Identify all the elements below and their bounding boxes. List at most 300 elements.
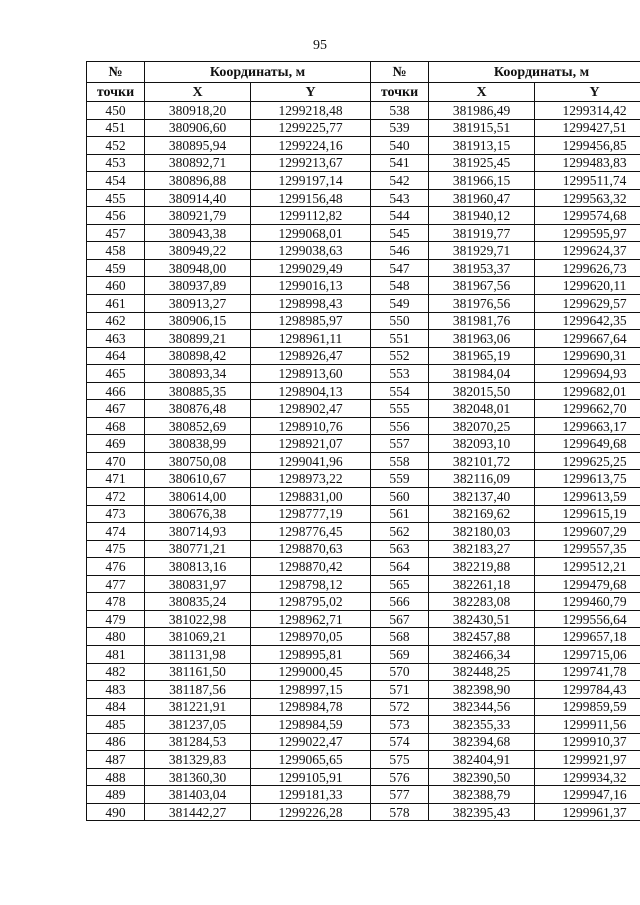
x-coordinate-cell: 380610,67 — [145, 470, 251, 488]
point-number-cell: 454 — [87, 172, 145, 190]
y-coordinate-cell: 1298970,05 — [251, 628, 371, 646]
x-coordinate-cell: 380771,21 — [145, 540, 251, 558]
y-coordinate-cell: 1299068,01 — [251, 224, 371, 242]
x-coordinate-cell: 381963,06 — [429, 330, 535, 348]
point-number-cell: 557 — [371, 435, 429, 453]
point-number-cell: 487 — [87, 751, 145, 769]
table-row — [87, 698, 640, 716]
x-coordinate-cell: 380913,27 — [145, 295, 251, 313]
table-row — [87, 716, 640, 734]
point-number-cell: 466 — [87, 382, 145, 400]
x-coordinate-cell: 380918,20 — [145, 102, 251, 120]
coordinates-table — [86, 61, 640, 821]
x-coordinate-cell: 382457,88 — [429, 628, 535, 646]
point-number-header-bottom: точки — [87, 83, 145, 102]
point-number-cell: 578 — [371, 803, 429, 821]
point-number-cell: 575 — [371, 751, 429, 769]
point-number-header-bottom: точки — [371, 83, 429, 102]
y-coordinate-cell: 1299105,91 — [251, 768, 371, 786]
point-number-cell: 461 — [87, 295, 145, 313]
y-header: Y — [251, 83, 371, 102]
x-coordinate-cell: 380714,93 — [145, 523, 251, 541]
point-number-cell: 451 — [87, 119, 145, 137]
point-number-cell: 452 — [87, 137, 145, 155]
x-coordinate-cell: 380835,24 — [145, 593, 251, 611]
x-coordinate-cell: 380876,48 — [145, 400, 251, 418]
x-coordinate-cell: 380921,79 — [145, 207, 251, 225]
x-coordinate-cell: 382101,72 — [429, 452, 535, 470]
table-row — [87, 751, 640, 769]
y-coordinate-cell: 1299663,17 — [535, 417, 640, 435]
point-number-cell: 554 — [371, 382, 429, 400]
point-number-cell: 556 — [371, 417, 429, 435]
y-coordinate-cell: 1299741,78 — [535, 663, 640, 681]
table-body — [87, 102, 640, 821]
point-number-cell: 542 — [371, 172, 429, 190]
table-row — [87, 400, 640, 418]
x-coordinate-cell: 381940,12 — [429, 207, 535, 225]
point-number-cell: 474 — [87, 523, 145, 541]
point-number-cell: 482 — [87, 663, 145, 681]
y-coordinate-cell: 1299041,96 — [251, 452, 371, 470]
table-row — [87, 365, 640, 383]
x-coordinate-cell: 380906,60 — [145, 119, 251, 137]
y-coordinate-cell: 1299156,48 — [251, 189, 371, 207]
y-coordinate-cell: 1298904,13 — [251, 382, 371, 400]
x-coordinate-cell: 381442,27 — [145, 803, 251, 821]
y-coordinate-cell: 1299512,21 — [535, 558, 640, 576]
x-coordinate-cell: 382283,08 — [429, 593, 535, 611]
point-number-cell: 551 — [371, 330, 429, 348]
y-coordinate-cell: 1299427,51 — [535, 119, 640, 137]
x-coordinate-cell: 380813,16 — [145, 558, 251, 576]
x-coordinate-cell: 381913,15 — [429, 137, 535, 155]
point-number-cell: 484 — [87, 698, 145, 716]
x-coordinate-cell: 382180,03 — [429, 523, 535, 541]
y-coordinate-cell: 1299479,68 — [535, 575, 640, 593]
y-coordinate-cell: 1299225,77 — [251, 119, 371, 137]
point-number-cell: 467 — [87, 400, 145, 418]
x-coordinate-cell: 381360,30 — [145, 768, 251, 786]
x-coordinate-cell: 382116,09 — [429, 470, 535, 488]
point-number-cell: 553 — [371, 365, 429, 383]
point-number-cell: 544 — [371, 207, 429, 225]
x-coordinate-cell: 381986,49 — [429, 102, 535, 120]
y-coordinate-cell: 1299574,68 — [535, 207, 640, 225]
point-number-cell: 456 — [87, 207, 145, 225]
y-coordinate-cell: 1299224,16 — [251, 137, 371, 155]
point-number-cell: 569 — [371, 645, 429, 663]
table-row — [87, 593, 640, 611]
x-coordinate-cell: 381915,51 — [429, 119, 535, 137]
y-coordinate-cell: 1299556,64 — [535, 610, 640, 628]
table-row — [87, 330, 640, 348]
x-coordinate-cell: 380937,89 — [145, 277, 251, 295]
point-number-cell: 549 — [371, 295, 429, 313]
y-coordinate-cell: 1298921,07 — [251, 435, 371, 453]
y-coordinate-cell: 1298798,12 — [251, 575, 371, 593]
y-coordinate-cell: 1299607,29 — [535, 523, 640, 541]
point-number-cell: 541 — [371, 154, 429, 172]
table-row — [87, 312, 640, 330]
x-coordinate-cell: 380899,21 — [145, 330, 251, 348]
y-coordinate-cell: 1299626,73 — [535, 259, 640, 277]
point-number-cell: 577 — [371, 786, 429, 804]
x-coordinate-cell: 381022,98 — [145, 610, 251, 628]
y-coordinate-cell: 1298777,19 — [251, 505, 371, 523]
table-row — [87, 523, 640, 541]
point-number-cell: 564 — [371, 558, 429, 576]
y-coordinate-cell: 1299690,31 — [535, 347, 640, 365]
coordinates-header: Координаты, м — [145, 62, 371, 83]
point-number-cell: 543 — [371, 189, 429, 207]
point-number-cell: 481 — [87, 645, 145, 663]
x-coordinate-cell: 382183,27 — [429, 540, 535, 558]
point-number-cell: 565 — [371, 575, 429, 593]
point-number-cell: 453 — [87, 154, 145, 172]
table-row — [87, 207, 640, 225]
point-number-cell: 568 — [371, 628, 429, 646]
y-coordinate-cell: 1299314,42 — [535, 102, 640, 120]
x-coordinate-cell: 381966,15 — [429, 172, 535, 190]
y-coordinate-cell: 1298998,43 — [251, 295, 371, 313]
point-number-cell: 478 — [87, 593, 145, 611]
x-coordinate-cell: 382344,56 — [429, 698, 535, 716]
point-number-cell: 455 — [87, 189, 145, 207]
x-coordinate-cell: 381237,05 — [145, 716, 251, 734]
x-coordinate-cell: 381981,76 — [429, 312, 535, 330]
y-coordinate-cell: 1298910,76 — [251, 417, 371, 435]
x-coordinate-cell: 380838,99 — [145, 435, 251, 453]
point-number-cell: 470 — [87, 452, 145, 470]
y-coordinate-cell: 1299620,11 — [535, 277, 640, 295]
y-coordinate-cell: 1299694,93 — [535, 365, 640, 383]
y-coordinate-cell: 1298961,11 — [251, 330, 371, 348]
y-coordinate-cell: 1299910,37 — [535, 733, 640, 751]
point-number-cell: 539 — [371, 119, 429, 137]
x-coordinate-cell: 381284,53 — [145, 733, 251, 751]
table-row — [87, 277, 640, 295]
point-number-cell: 483 — [87, 681, 145, 699]
point-number-cell: 457 — [87, 224, 145, 242]
y-coordinate-cell: 1298997,15 — [251, 681, 371, 699]
point-number-cell: 571 — [371, 681, 429, 699]
point-number-header-top: № — [371, 62, 429, 83]
x-coordinate-cell: 380831,97 — [145, 575, 251, 593]
point-number-cell: 480 — [87, 628, 145, 646]
table-row — [87, 259, 640, 277]
x-coordinate-cell: 381984,04 — [429, 365, 535, 383]
point-number-cell: 489 — [87, 786, 145, 804]
point-number-cell: 468 — [87, 417, 145, 435]
x-coordinate-cell: 380893,34 — [145, 365, 251, 383]
y-coordinate-cell: 1299016,13 — [251, 277, 371, 295]
point-number-cell: 473 — [87, 505, 145, 523]
x-coordinate-cell: 381919,77 — [429, 224, 535, 242]
y-coordinate-cell: 1299022,47 — [251, 733, 371, 751]
table-row — [87, 382, 640, 400]
table-row — [87, 102, 640, 120]
y-coordinate-cell: 1299218,48 — [251, 102, 371, 120]
y-coordinate-cell: 1299784,43 — [535, 681, 640, 699]
table-row — [87, 610, 640, 628]
y-coordinate-cell: 1299038,63 — [251, 242, 371, 260]
point-number-header-top: № — [87, 62, 145, 83]
table-row — [87, 417, 640, 435]
y-coordinate-cell: 1299511,74 — [535, 172, 640, 190]
y-coordinate-cell: 1298776,45 — [251, 523, 371, 541]
x-coordinate-cell: 380948,00 — [145, 259, 251, 277]
x-coordinate-cell: 382404,91 — [429, 751, 535, 769]
point-number-cell: 558 — [371, 452, 429, 470]
x-coordinate-cell: 380895,94 — [145, 137, 251, 155]
point-number-cell: 463 — [87, 330, 145, 348]
x-coordinate-cell: 382388,79 — [429, 786, 535, 804]
point-number-cell: 477 — [87, 575, 145, 593]
table-row — [87, 733, 640, 751]
y-coordinate-cell: 1299911,56 — [535, 716, 640, 734]
coordinates-header: Координаты, м — [429, 62, 640, 83]
y-coordinate-cell: 1298831,00 — [251, 488, 371, 506]
y-coordinate-cell: 1299613,75 — [535, 470, 640, 488]
x-coordinate-cell: 381965,19 — [429, 347, 535, 365]
y-coordinate-cell: 1298984,59 — [251, 716, 371, 734]
point-number-cell: 459 — [87, 259, 145, 277]
table-row — [87, 119, 640, 137]
point-number-cell: 540 — [371, 137, 429, 155]
y-coordinate-cell: 1299226,28 — [251, 803, 371, 821]
x-coordinate-cell: 380949,22 — [145, 242, 251, 260]
page-number: 95 — [313, 38, 327, 53]
y-coordinate-cell: 1299615,19 — [535, 505, 640, 523]
x-coordinate-cell: 382466,34 — [429, 645, 535, 663]
point-number-cell: 475 — [87, 540, 145, 558]
table-row — [87, 803, 640, 821]
x-coordinate-cell: 382219,88 — [429, 558, 535, 576]
y-coordinate-cell: 1298995,81 — [251, 645, 371, 663]
y-coordinate-cell: 1298962,71 — [251, 610, 371, 628]
x-coordinate-cell: 381187,56 — [145, 681, 251, 699]
x-coordinate-cell: 380898,42 — [145, 347, 251, 365]
x-coordinate-cell: 382448,25 — [429, 663, 535, 681]
point-number-cell: 479 — [87, 610, 145, 628]
y-coordinate-cell: 1299947,16 — [535, 786, 640, 804]
x-coordinate-cell: 380892,71 — [145, 154, 251, 172]
y-coordinate-cell: 1299934,32 — [535, 768, 640, 786]
point-number-cell: 450 — [87, 102, 145, 120]
x-coordinate-cell: 380906,15 — [145, 312, 251, 330]
y-coordinate-cell: 1299662,70 — [535, 400, 640, 418]
y-header: Y — [535, 83, 640, 102]
x-coordinate-cell: 380896,88 — [145, 172, 251, 190]
table-row — [87, 295, 640, 313]
table-row — [87, 488, 640, 506]
x-coordinate-cell: 382261,18 — [429, 575, 535, 593]
point-number-cell: 464 — [87, 347, 145, 365]
point-number-cell: 555 — [371, 400, 429, 418]
y-coordinate-cell: 1298973,22 — [251, 470, 371, 488]
point-number-cell: 559 — [371, 470, 429, 488]
x-coordinate-cell: 380914,40 — [145, 189, 251, 207]
point-number-cell: 462 — [87, 312, 145, 330]
x-coordinate-cell: 381953,37 — [429, 259, 535, 277]
table-row — [87, 540, 640, 558]
point-number-cell: 552 — [371, 347, 429, 365]
point-number-cell: 550 — [371, 312, 429, 330]
y-coordinate-cell: 1299029,49 — [251, 259, 371, 277]
y-coordinate-cell: 1299460,79 — [535, 593, 640, 611]
x-coordinate-cell: 382093,10 — [429, 435, 535, 453]
point-number-cell: 460 — [87, 277, 145, 295]
y-coordinate-cell: 1299715,06 — [535, 645, 640, 663]
x-coordinate-cell: 381967,56 — [429, 277, 535, 295]
point-number-cell: 561 — [371, 505, 429, 523]
table-row — [87, 224, 640, 242]
y-coordinate-cell: 1299624,37 — [535, 242, 640, 260]
x-coordinate-cell: 381403,04 — [145, 786, 251, 804]
table-row — [87, 505, 640, 523]
y-coordinate-cell: 1299563,32 — [535, 189, 640, 207]
x-coordinate-cell: 380852,69 — [145, 417, 251, 435]
table-row — [87, 347, 640, 365]
point-number-cell: 486 — [87, 733, 145, 751]
x-coordinate-cell: 380943,38 — [145, 224, 251, 242]
point-number-cell: 562 — [371, 523, 429, 541]
y-coordinate-cell: 1298985,97 — [251, 312, 371, 330]
x-coordinate-cell: 380750,08 — [145, 452, 251, 470]
y-coordinate-cell: 1299112,82 — [251, 207, 371, 225]
y-coordinate-cell: 1298795,02 — [251, 593, 371, 611]
point-number-cell: 573 — [371, 716, 429, 734]
x-coordinate-cell: 381069,21 — [145, 628, 251, 646]
table-row — [87, 172, 640, 190]
point-number-cell: 538 — [371, 102, 429, 120]
y-coordinate-cell: 1299629,57 — [535, 295, 640, 313]
y-coordinate-cell: 1299657,18 — [535, 628, 640, 646]
y-coordinate-cell: 1299859,59 — [535, 698, 640, 716]
x-coordinate-cell: 382398,90 — [429, 681, 535, 699]
y-coordinate-cell: 1299065,65 — [251, 751, 371, 769]
x-coordinate-cell: 381976,56 — [429, 295, 535, 313]
x-coordinate-cell: 382169,62 — [429, 505, 535, 523]
table-row — [87, 575, 640, 593]
x-coordinate-cell: 381925,45 — [429, 154, 535, 172]
point-number-cell: 563 — [371, 540, 429, 558]
x-coordinate-cell: 382048,01 — [429, 400, 535, 418]
y-coordinate-cell: 1299181,33 — [251, 786, 371, 804]
table-row — [87, 663, 640, 681]
point-number-cell: 576 — [371, 768, 429, 786]
point-number-cell: 572 — [371, 698, 429, 716]
table-row — [87, 137, 640, 155]
y-coordinate-cell: 1298926,47 — [251, 347, 371, 365]
y-coordinate-cell: 1299921,97 — [535, 751, 640, 769]
point-number-cell: 465 — [87, 365, 145, 383]
point-number-cell: 476 — [87, 558, 145, 576]
x-coordinate-cell: 381221,91 — [145, 698, 251, 716]
point-number-cell: 547 — [371, 259, 429, 277]
point-number-cell: 567 — [371, 610, 429, 628]
y-coordinate-cell: 1299667,64 — [535, 330, 640, 348]
x-coordinate-cell: 382015,50 — [429, 382, 535, 400]
x-coordinate-cell: 382137,40 — [429, 488, 535, 506]
x-coordinate-cell: 382355,33 — [429, 716, 535, 734]
point-number-cell: 485 — [87, 716, 145, 734]
x-coordinate-cell: 381329,83 — [145, 751, 251, 769]
table-row — [87, 435, 640, 453]
y-coordinate-cell: 1299000,45 — [251, 663, 371, 681]
y-coordinate-cell: 1299197,14 — [251, 172, 371, 190]
point-number-cell: 560 — [371, 488, 429, 506]
x-coordinate-cell: 381929,71 — [429, 242, 535, 260]
table-row — [87, 242, 640, 260]
point-number-cell: 574 — [371, 733, 429, 751]
table-row — [87, 681, 640, 699]
point-number-cell: 458 — [87, 242, 145, 260]
x-coordinate-cell: 382394,68 — [429, 733, 535, 751]
point-number-cell: 545 — [371, 224, 429, 242]
point-number-cell: 548 — [371, 277, 429, 295]
point-number-cell: 566 — [371, 593, 429, 611]
y-coordinate-cell: 1298984,78 — [251, 698, 371, 716]
y-coordinate-cell: 1299649,68 — [535, 435, 640, 453]
y-coordinate-cell: 1299682,01 — [535, 382, 640, 400]
table-row — [87, 189, 640, 207]
x-coordinate-cell: 381960,47 — [429, 189, 535, 207]
y-coordinate-cell: 1299642,35 — [535, 312, 640, 330]
point-number-cell: 469 — [87, 435, 145, 453]
y-coordinate-cell: 1298870,63 — [251, 540, 371, 558]
x-header: X — [429, 83, 535, 102]
x-coordinate-cell: 380676,38 — [145, 505, 251, 523]
y-coordinate-cell: 1298870,42 — [251, 558, 371, 576]
y-coordinate-cell: 1299557,35 — [535, 540, 640, 558]
table-row — [87, 628, 640, 646]
y-coordinate-cell: 1299613,59 — [535, 488, 640, 506]
point-number-cell: 488 — [87, 768, 145, 786]
y-coordinate-cell: 1298902,47 — [251, 400, 371, 418]
y-coordinate-cell: 1299595,97 — [535, 224, 640, 242]
table-row — [87, 768, 640, 786]
x-coordinate-cell: 380885,35 — [145, 382, 251, 400]
y-coordinate-cell: 1299625,25 — [535, 452, 640, 470]
y-coordinate-cell: 1299483,83 — [535, 154, 640, 172]
x-coordinate-cell: 382390,50 — [429, 768, 535, 786]
table-row — [87, 452, 640, 470]
x-coordinate-cell: 381161,50 — [145, 663, 251, 681]
x-coordinate-cell: 381131,98 — [145, 645, 251, 663]
point-number-cell: 546 — [371, 242, 429, 260]
table-row — [87, 645, 640, 663]
y-coordinate-cell: 1299213,67 — [251, 154, 371, 172]
table-row — [87, 558, 640, 576]
point-number-cell: 471 — [87, 470, 145, 488]
x-coordinate-cell: 382430,51 — [429, 610, 535, 628]
y-coordinate-cell: 1299961,37 — [535, 803, 640, 821]
x-coordinate-cell: 382395,43 — [429, 803, 535, 821]
x-coordinate-cell: 380614,00 — [145, 488, 251, 506]
table-row — [87, 786, 640, 804]
y-coordinate-cell: 1298913,60 — [251, 365, 371, 383]
point-number-cell: 570 — [371, 663, 429, 681]
x-header: X — [145, 83, 251, 102]
table-row — [87, 154, 640, 172]
y-coordinate-cell: 1299456,85 — [535, 137, 640, 155]
point-number-cell: 490 — [87, 803, 145, 821]
table-row — [87, 470, 640, 488]
x-coordinate-cell: 382070,25 — [429, 417, 535, 435]
point-number-cell: 472 — [87, 488, 145, 506]
